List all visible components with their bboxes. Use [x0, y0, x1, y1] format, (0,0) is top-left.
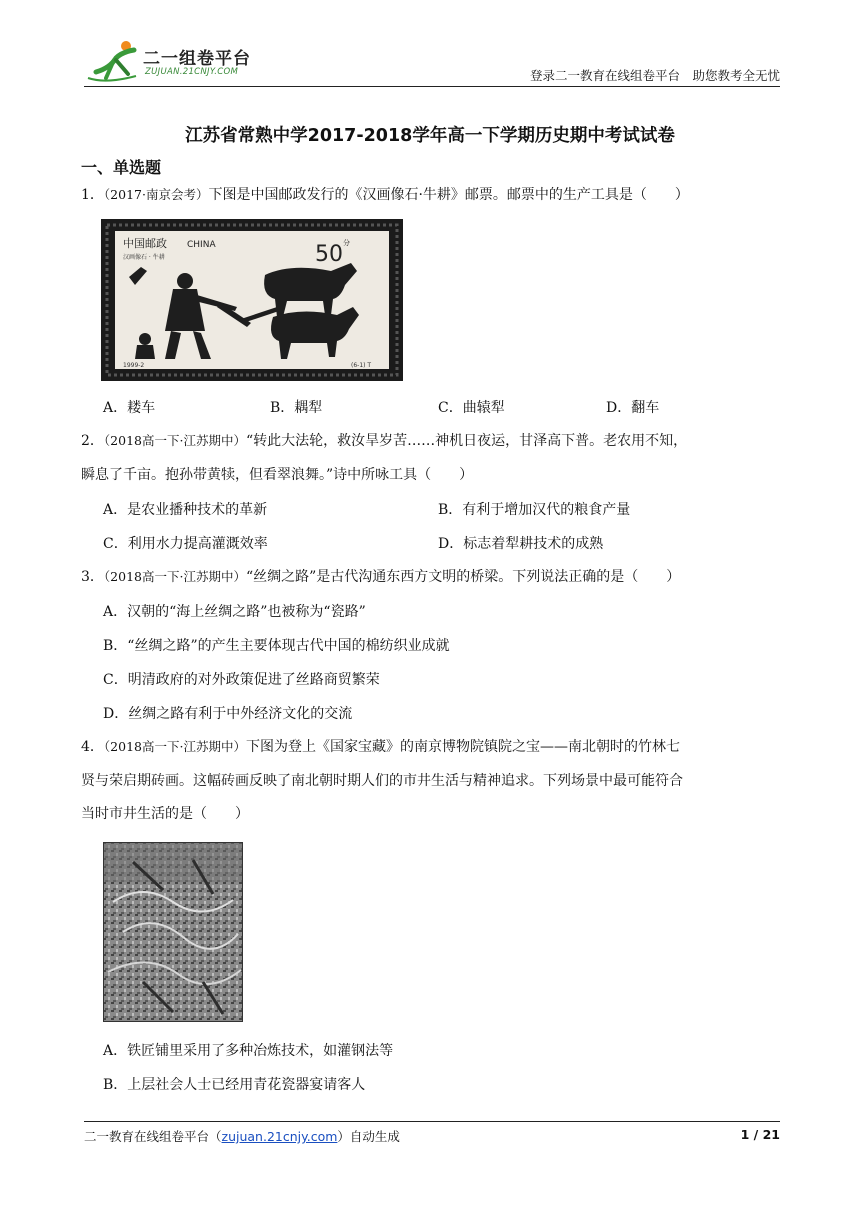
q1-option-c[interactable]: C．曲辕犁: [438, 400, 505, 416]
stamp-value: 50: [315, 242, 343, 267]
brick-painting-image: [103, 842, 243, 1022]
footer-prefix: 二一教育在线组卷平台（: [84, 1129, 222, 1144]
q2-option-c[interactable]: C．利用水力提高灌溉效率: [103, 536, 268, 552]
stamp-code-right: (6-1) T: [351, 362, 372, 369]
question-text-line-1: “转此大法轮，救汝旱岁苦……神机日夜运，甘泽高下普。老农用不知，: [245, 433, 688, 449]
q1-option-a[interactable]: A．耧车: [103, 400, 156, 416]
q2-option-b[interactable]: B．有利于增加汉代的粮食产量: [438, 502, 631, 518]
page-title: 江苏省常熟中学2017-2018学年高一下学期历史期中考试试卷: [185, 126, 675, 146]
q1-option-b[interactable]: B．耦犁: [270, 400, 323, 416]
logo-url: ZUJUAN.21CNJY.COM: [145, 67, 239, 77]
footer-divider: [84, 1121, 780, 1122]
logo-text: 二一组卷平台: [143, 49, 251, 69]
question-source: （2018高一下·江苏期中）: [103, 569, 246, 584]
q1-option-d[interactable]: D．翻车: [606, 400, 660, 416]
q3-option-b[interactable]: B．“丝绸之路”的产生主要体现古代中国的棉纺织业成就: [103, 638, 450, 654]
q3-option-c[interactable]: C．明清政府的对外政策促进了丝路商贸繁荣: [103, 672, 380, 688]
q4-option-b[interactable]: B．上层社会人士已经用青花瓷器宴请客人: [103, 1077, 366, 1093]
question-text: “丝绸之路”是古代沟通东西方文明的桥梁。下列说法正确的是（ ）: [245, 569, 681, 585]
question-1: [81, 178, 781, 213]
footer-source: [84, 1127, 400, 1145]
question-2: [81, 424, 781, 492]
q4-option-a[interactable]: A．铁匠铺里采用了多种冶炼技术，如灌钢法等: [103, 1043, 394, 1059]
header-tagline: 登录二一教育在线组卷平台 助您教考全无忧: [529, 68, 780, 83]
stamp-code-left: 1999-2: [123, 362, 145, 369]
q3-option-d[interactable]: D．丝绸之路有利于中外经济文化的交流: [103, 706, 353, 722]
question-number: 4．: [81, 739, 104, 755]
question-number: 2．: [81, 433, 104, 449]
question-text-line-2: 瞬息了千亩。抱孙带黄犊，但看翠浪舞。”诗中所咏工具（ ）: [81, 466, 474, 483]
stamp-image: [101, 219, 403, 381]
stamp-country: CHINA: [187, 240, 216, 250]
question-number: 3．: [81, 569, 104, 585]
stamp-issuer: 中国邮政: [123, 237, 167, 250]
question-4: [81, 730, 781, 832]
header-divider: [84, 86, 780, 87]
section-heading: 一、单选题: [81, 158, 162, 177]
question-text: 下图是中国邮政发行的《汉画像石·牛耕》邮票。邮票中的生产工具是（ ）: [208, 187, 689, 203]
question-3: [81, 560, 781, 595]
stamp-unit: 分: [343, 239, 350, 247]
q2-option-d[interactable]: D．标志着犁耕技术的成熟: [438, 536, 604, 552]
question-source: （2018高一下·江苏期中）: [103, 739, 246, 754]
footer-link[interactable]: zujuan.21cnjy.com: [221, 1129, 338, 1144]
footer-suffix: ）自动生成: [337, 1129, 400, 1144]
runner-logo-icon: [86, 38, 146, 84]
question-source: （2018高一下·江苏期中）: [103, 433, 246, 448]
question-text-line-3: 当时市井生活的是（ ）: [81, 806, 249, 822]
q3-option-a[interactable]: A．汉朝的“海上丝绸之路”也被称为“瓷路”: [103, 604, 366, 620]
question-text-line-1: 下图为登上《国家宝藏》的南京博物院镇院之宝——南北朝时的竹林七: [245, 739, 680, 755]
question-source: （2017·南京会考）: [103, 187, 209, 202]
page-number: 1 / 21: [740, 1127, 780, 1142]
question-text-line-2: 贤与荣启期砖画。这幅砖画反映了南北朝时期人们的市井生活与精神追求。下列场景中最可能符合: [81, 772, 683, 789]
question-number: 1．: [81, 187, 104, 203]
q2-option-a[interactable]: A．是农业播种技术的革新: [103, 502, 268, 518]
stamp-caption: 汉画像石 · 牛耕: [123, 254, 165, 261]
